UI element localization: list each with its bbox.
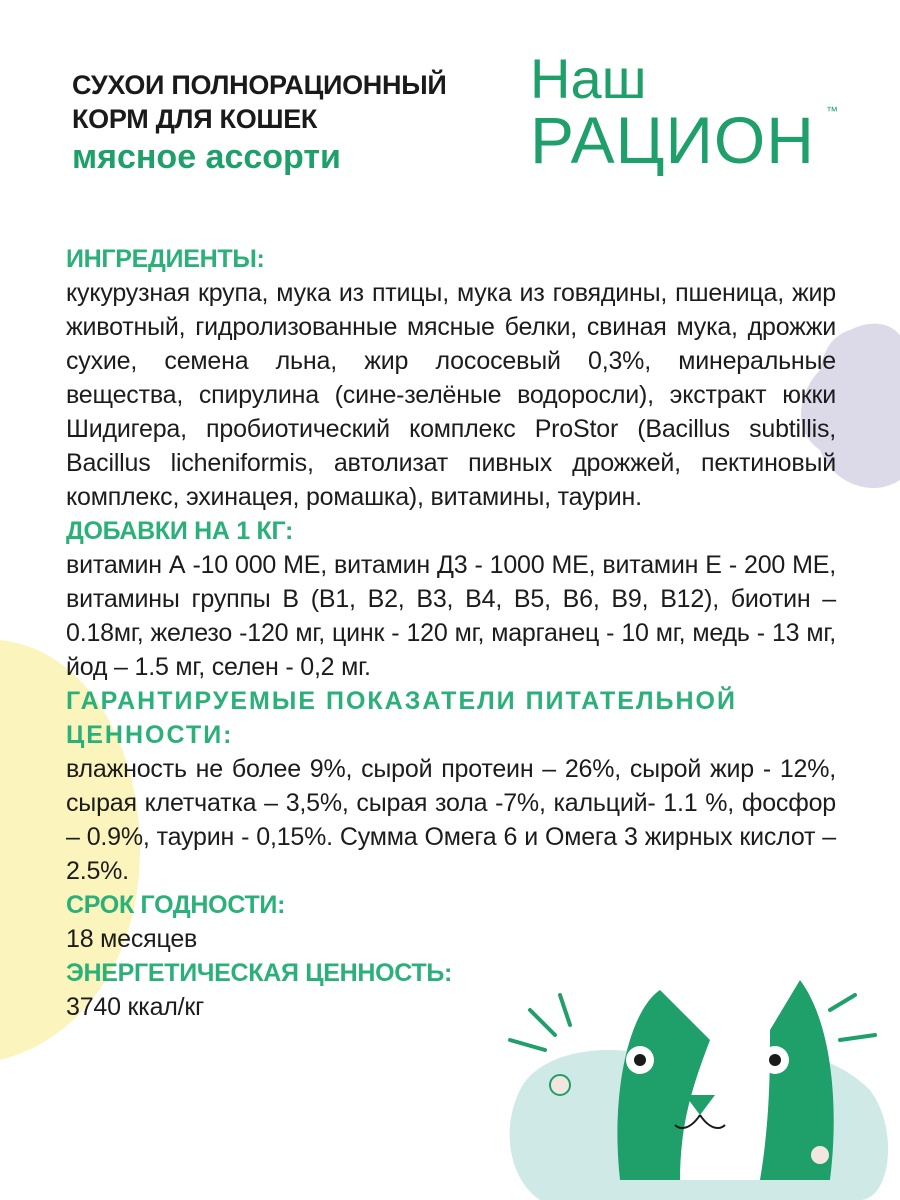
nutrition-text: влажность не более 9%, сырой протеин – 26%, сырой жир - 12%, сырая клетчатка – 3,5%, сырая зола -7%, кальций- 1.1 %, фосфор – 0.9%, таурин - 0,15%. Сумма Омега 6 и Омега 3 жирных кислот – 2.5%.: [66, 755, 836, 885]
trademark-symbol: ™: [826, 104, 838, 118]
energy-text: 3740 ккал/кг: [66, 993, 205, 1021]
product-flavor: мясное ассорти: [72, 138, 341, 176]
logo-word-racion: РАЦИОН: [530, 103, 815, 177]
additives-heading: ДОБАВКИ НА 1 КГ:: [66, 517, 294, 545]
product-info: [66, 242, 836, 1024]
shelf-life-heading: СРОК ГОДНОСТИ:: [66, 891, 286, 919]
brand-logo: [530, 48, 850, 188]
ingredients-text: кукурузная крупа, мука из птицы, мука из говядины, пшеница, жир животный, гидролизованные мясные белки, свиная мука, дрожжи сухие, семена льна, жир лососевый 0,3%, минеральные вещества, спирулина (сине-зелёные водоросли), экстракт юкки Шидигера, пробиотический комплекс ProStor (Bacillus subtillis, Bacillus licheniformis, автолизат пивных дрожжей, пектиновый комплекс, эхинацея, ромашка), витамины, таурин.: [66, 279, 836, 511]
product-title-line-2: КОРМ ДЛЯ КОШЕК: [72, 104, 318, 134]
additives-text: витамин А -10 000 МЕ, витамин Д3 - 1000 МЕ, витамин Е - 200 МЕ, витамины группы В (В1, В2, В3, В4, В5, В6, В9, В12), биотин – 0.18мг, железо -120 мг, цинк - 120 мг, марганец - 10 мг, медь - 13 мг, йод – 1.5 мг, селен - 0,2 мг.: [66, 551, 836, 681]
cat-illustration: [500, 980, 900, 1200]
product-title-line-1: СУХОИ ПОЛНОРАЦИОННЫЙ: [72, 70, 447, 100]
ingredients-heading: ИНГРЕДИЕНТЫ:: [66, 245, 265, 273]
shelf-life-text: 18 месяцев: [66, 925, 198, 953]
logo-word-nash: Наш: [530, 47, 647, 110]
energy-heading: ЭНЕРГЕТИЧЕСКАЯ ЦЕННОСТЬ:: [66, 959, 453, 987]
product-title-block: [72, 68, 446, 178]
nutrition-heading: ГАРАНТИРУЕМЫЕ ПОКАЗАТЕЛИ ПИТАТЕЛЬНОЙ ЦЕННОСТИ:: [66, 687, 737, 749]
